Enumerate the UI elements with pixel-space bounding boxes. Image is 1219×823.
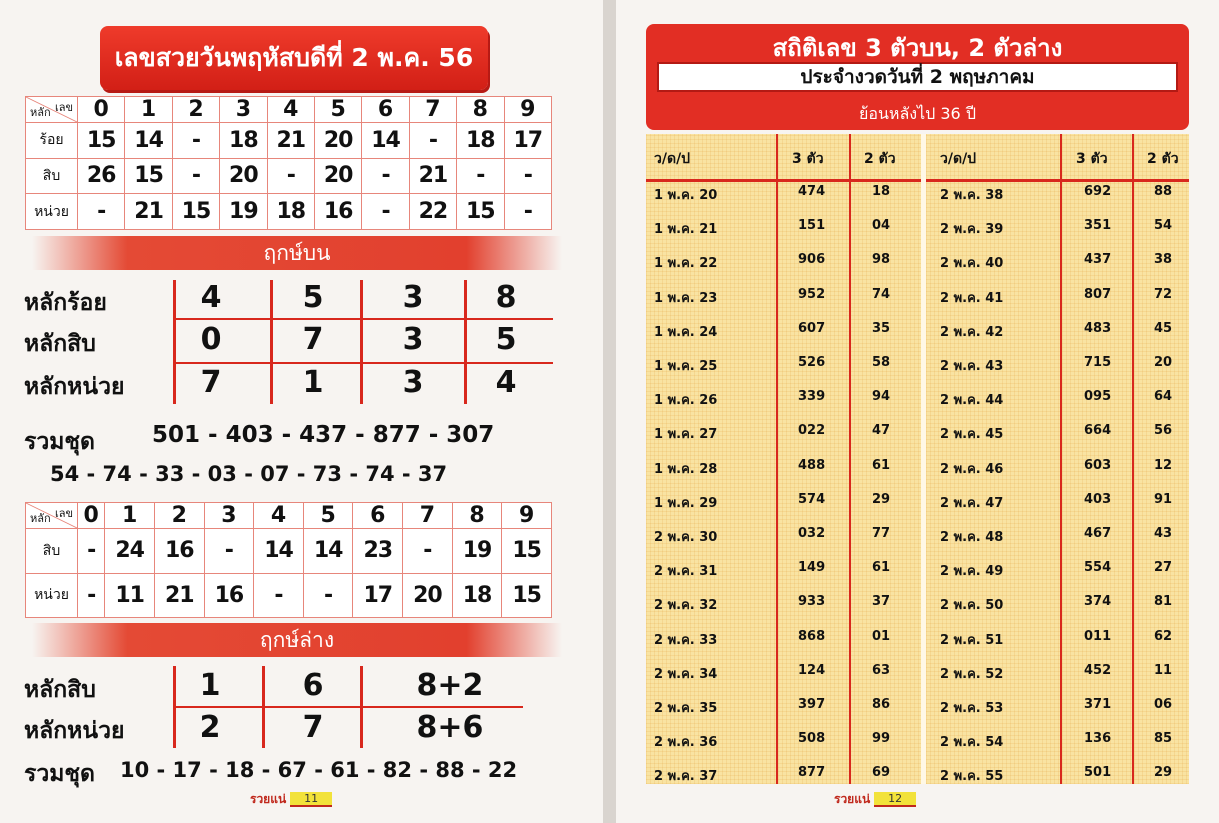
grid-row-label: หลักหน่วย: [24, 374, 125, 400]
three-digit-cell: 603: [1084, 457, 1112, 473]
table-cell: 22: [409, 194, 456, 230]
table-cell: -: [254, 573, 304, 618]
table-cell: -: [204, 529, 254, 574]
table-cell: 21: [154, 573, 204, 618]
table-cell: 15: [125, 158, 172, 194]
three-digit-cell: 607: [798, 320, 826, 336]
table-cell: 19: [452, 529, 502, 574]
draw-date-cell: 2 พ.ค. 33: [654, 632, 718, 648]
draw-date-cell: 2 พ.ค. 42: [940, 324, 1004, 340]
grid-number: 7: [200, 365, 222, 400]
sum-label: รวมชุด: [24, 429, 95, 455]
table-cell: -: [267, 158, 314, 194]
table-cell: -: [78, 194, 125, 230]
column-header: 2 ตัว: [864, 151, 896, 167]
grid-number: 5: [302, 280, 324, 315]
draw-date-cell: 2 พ.ค. 43: [940, 359, 1004, 374]
two-digit-cell: 91: [1154, 491, 1173, 507]
digit-header: 6: [353, 503, 403, 529]
digit-header: 0: [78, 503, 105, 529]
table-cell: 23: [353, 529, 403, 574]
draw-date-cell: 2 พ.ค. 52: [940, 666, 1004, 682]
three-digit-cell: 483: [1084, 320, 1112, 336]
two-digit-cell: 06: [1154, 697, 1173, 712]
sum-label: รวมชุด: [24, 761, 95, 787]
row-label: หน่วย: [26, 194, 78, 230]
two-digit-cell: 94: [872, 389, 891, 405]
digit-header: 2: [154, 503, 204, 529]
digit-header: 6: [362, 97, 409, 123]
table-cell: -: [78, 573, 105, 618]
draw-date-cell: 2 พ.ค. 45: [940, 427, 1004, 443]
table-cell: 15: [457, 194, 504, 230]
two-digit-cell: 47: [872, 423, 891, 439]
table-cell: -: [409, 123, 456, 159]
table-cell: 18: [452, 573, 502, 618]
upper-auspicious-band: ฤกษ์บน: [32, 236, 562, 270]
draw-date-cell: 2 พ.ค. 50: [940, 598, 1004, 614]
column-divider: [1132, 134, 1134, 784]
grid-divider: [173, 280, 176, 404]
digit-header: 3: [204, 503, 254, 529]
table-row: [26, 158, 552, 194]
table-cell: 26: [78, 158, 125, 194]
statistics-table: [646, 134, 1189, 784]
three-digit-cell: 692: [1084, 184, 1112, 199]
three-digit-cell: 664: [1084, 423, 1112, 439]
table-header-row: [26, 97, 552, 123]
three-digit-cell: 022: [798, 423, 826, 439]
grid-number: 7: [302, 710, 324, 745]
table-corner-cell: [26, 97, 78, 123]
sum-line: 10 - 17 - 18 - 67 - 61 - 82 - 88 - 22: [120, 758, 518, 782]
table-cell: -: [172, 123, 219, 159]
three-digit-cell: 452: [1084, 662, 1112, 678]
digit-header: 7: [409, 97, 456, 123]
two-digit-cell: 04: [872, 218, 891, 234]
grid-number: 8+2: [416, 668, 484, 703]
draw-date-cell: 2 พ.ค. 38: [940, 188, 1004, 203]
two-digit-cell: 88: [1154, 184, 1173, 199]
grid-number: 8+6: [416, 710, 484, 745]
two-digit-cell: 62: [1154, 628, 1173, 644]
two-digit-cell: 01: [872, 628, 891, 644]
table-cell: 21: [409, 158, 456, 194]
corner-digit-label: เลข: [54, 507, 73, 520]
grid-row-label: หลักสิบ: [24, 677, 96, 703]
grid-number: 3: [402, 322, 424, 357]
grid-divider: [173, 362, 553, 364]
column-divider: [849, 134, 851, 784]
digit-header: 5: [314, 97, 361, 123]
table-cell: 15: [78, 123, 125, 159]
two-digit-cell: 98: [872, 252, 891, 268]
two-digit-cell: 12: [1154, 457, 1173, 473]
column-header: 2 ตัว: [1147, 151, 1179, 167]
row-label: สิบ: [26, 158, 78, 194]
table-cell: 18: [457, 123, 504, 159]
table-row: [26, 529, 552, 574]
draw-date-cell: 1 พ.ค. 29: [654, 495, 718, 511]
table-row: [26, 194, 552, 230]
draw-date-cell: 2 พ.ค. 53: [940, 701, 1004, 716]
draw-date-cell: 2 พ.ค. 54: [940, 735, 1004, 751]
table-row: [26, 573, 552, 618]
draw-date-cell: 2 พ.ค. 46: [940, 461, 1004, 477]
three-digit-cell: 351: [1084, 218, 1112, 234]
grid-row-label: หลักสิบ: [24, 331, 96, 357]
table-cell: 17: [353, 573, 403, 618]
draw-date-cell: 2 พ.ค. 37: [654, 769, 718, 785]
table-cell: 21: [125, 194, 172, 230]
table-cell: 14: [125, 123, 172, 159]
draw-date-cell: 1 พ.ค. 21: [654, 222, 718, 238]
lower-auspicious-band: ฤกษ์ล่าง: [32, 623, 562, 657]
grid-divider: [173, 706, 523, 708]
grid-row-label: หลักหน่วย: [24, 718, 125, 744]
three-digit-cell: 906: [798, 252, 826, 268]
grid-number: 8: [495, 280, 517, 315]
corner-position-label: หลัก: [30, 106, 51, 119]
two-digit-cell: 29: [1154, 765, 1173, 781]
table-cell: 16: [204, 573, 254, 618]
grid-number: 7: [302, 322, 324, 357]
three-digit-cell: 474: [798, 184, 826, 199]
draw-date-cell: 2 พ.ค. 32: [654, 598, 718, 614]
digit-frequency-table-upper: [25, 96, 552, 230]
digit-header: 5: [303, 503, 353, 529]
two-digit-cell: 43: [1154, 526, 1173, 541]
corner-digit-label: เลข: [54, 101, 73, 114]
two-digit-cell: 61: [872, 457, 891, 473]
digit-frequency-table-lower: [25, 502, 552, 618]
column-header: 3 ตัว: [1076, 151, 1108, 167]
sum-line: 501 - 403 - 437 - 877 - 307: [152, 422, 495, 448]
two-digit-cell: 35: [872, 320, 891, 336]
column-header: ว/ด/ป: [940, 151, 977, 167]
grid-row-label: หลักร้อย: [24, 290, 107, 316]
right-page-subtitle: ประจำงวดวันที่ 2 พฤษภาคม: [657, 62, 1178, 92]
right-page: [616, 0, 1219, 823]
page-footer: [250, 790, 332, 809]
two-digit-cell: 18: [872, 184, 891, 199]
table-cell: 20: [403, 573, 453, 618]
three-digit-cell: 526: [798, 355, 826, 370]
two-digit-cell: 58: [872, 355, 891, 370]
draw-date-cell: 2 พ.ค. 44: [940, 393, 1004, 409]
draw-date-cell: 2 พ.ค. 34: [654, 666, 718, 682]
column-divider: [776, 134, 778, 784]
table-cell: 15: [502, 573, 552, 618]
table-cell: -: [172, 158, 219, 194]
two-digit-cell: 77: [872, 526, 891, 541]
sum-line: 54 - 74 - 33 - 03 - 07 - 73 - 74 - 37: [50, 462, 448, 486]
footer-label: รวยแน่: [250, 792, 287, 806]
digit-header: 4: [267, 97, 314, 123]
three-digit-cell: 136: [1084, 731, 1112, 747]
grid-divider: [173, 318, 553, 320]
grid-number: 1: [302, 365, 324, 400]
three-digit-cell: 715: [1084, 355, 1112, 370]
draw-date-cell: 2 พ.ค. 36: [654, 735, 718, 751]
two-digit-cell: 74: [872, 286, 891, 302]
draw-date-cell: 2 พ.ค. 31: [654, 564, 718, 580]
two-digit-cell: 37: [872, 594, 891, 610]
table-cell: -: [362, 158, 409, 194]
three-digit-cell: 095: [1084, 389, 1112, 405]
grid-number: 3: [402, 280, 424, 315]
table-corner-cell: [26, 503, 78, 529]
right-page-title: สถิติเลข 3 ตัวบน, 2 ตัวล่าง: [772, 34, 1063, 62]
column-divider: [921, 134, 926, 784]
grid-number: 5: [495, 322, 517, 357]
digit-header: 0: [78, 97, 125, 123]
grid-divider: [464, 280, 467, 404]
table-cell: -: [504, 158, 551, 194]
two-digit-cell: 69: [872, 765, 891, 781]
digit-header: 9: [504, 97, 551, 123]
three-digit-cell: 032: [798, 526, 826, 541]
table-cell: 21: [267, 123, 314, 159]
digit-header: 2: [172, 97, 219, 123]
table-cell: 20: [220, 158, 267, 194]
left-page: [0, 0, 603, 823]
two-digit-cell: 85: [1154, 731, 1173, 747]
two-digit-cell: 61: [872, 560, 891, 576]
three-digit-cell: 339: [798, 389, 826, 405]
table-header-row: [26, 503, 552, 529]
grid-number: 1: [199, 668, 221, 703]
draw-date-cell: 1 พ.ค. 23: [654, 290, 718, 306]
draw-date-cell: 1 พ.ค. 20: [654, 188, 718, 203]
three-digit-cell: 397: [798, 697, 826, 712]
two-digit-cell: 11: [1154, 662, 1173, 678]
page-number: 12: [874, 792, 916, 807]
page-gutter: [603, 0, 616, 823]
draw-date-cell: 1 พ.ค. 22: [654, 256, 718, 272]
two-digit-cell: 20: [1154, 355, 1173, 370]
grid-number: 0: [200, 322, 222, 357]
two-digit-cell: 54: [1154, 218, 1173, 234]
two-digit-cell: 29: [872, 491, 891, 507]
grid-number: 4: [200, 280, 222, 315]
table-cell: -: [457, 158, 504, 194]
table-cell: -: [403, 529, 453, 574]
three-digit-cell: 011: [1084, 628, 1112, 644]
three-digit-cell: 151: [798, 218, 826, 234]
table-cell: 11: [105, 573, 155, 618]
digit-header: 7: [403, 503, 453, 529]
table-cell: 14: [362, 123, 409, 159]
two-digit-cell: 38: [1154, 252, 1173, 268]
draw-date-cell: 1 พ.ค. 28: [654, 461, 718, 477]
draw-date-cell: 2 พ.ค. 55: [940, 769, 1004, 785]
column-header: ว/ด/ป: [654, 151, 691, 167]
two-digit-cell: 45: [1154, 320, 1173, 336]
grid-number: 3: [402, 365, 424, 400]
draw-date-cell: 2 พ.ค. 39: [940, 222, 1004, 238]
three-digit-cell: 807: [1084, 286, 1112, 302]
row-label: หน่วย: [26, 573, 78, 618]
three-digit-cell: 508: [798, 731, 826, 747]
draw-date-cell: 2 พ.ค. 49: [940, 564, 1004, 580]
table-cell: 16: [314, 194, 361, 230]
digit-header: 4: [254, 503, 304, 529]
draw-date-cell: 2 พ.ค. 51: [940, 632, 1004, 648]
left-page-title: เลขสวยวันพฤหัสบดีที่ 2 พ.ค. 56: [100, 26, 488, 90]
three-digit-cell: 574: [798, 491, 826, 507]
draw-date-cell: 2 พ.ค. 48: [940, 530, 1004, 545]
three-digit-cell: 149: [798, 560, 826, 576]
two-digit-cell: 27: [1154, 560, 1173, 576]
table-cell: 24: [105, 529, 155, 574]
three-digit-cell: 554: [1084, 560, 1112, 576]
page-number: 11: [290, 792, 332, 807]
two-digit-cell: 86: [872, 697, 891, 712]
three-digit-cell: 124: [798, 662, 826, 678]
two-digit-cell: 56: [1154, 423, 1173, 439]
table-cell: 20: [314, 123, 361, 159]
digit-header: 9: [502, 503, 552, 529]
row-label: ร้อย: [26, 123, 78, 159]
table-cell: 15: [172, 194, 219, 230]
draw-date-cell: 1 พ.ค. 26: [654, 393, 718, 409]
draw-date-cell: 1 พ.ค. 25: [654, 359, 718, 374]
table-cell: -: [362, 194, 409, 230]
draw-date-cell: 2 พ.ค. 40: [940, 256, 1004, 272]
two-digit-cell: 72: [1154, 286, 1173, 302]
table-row: [26, 123, 552, 159]
grid-number: 2: [199, 710, 221, 745]
row-label: สิบ: [26, 529, 78, 574]
table-cell: -: [303, 573, 353, 618]
three-digit-cell: 868: [798, 628, 826, 644]
corner-position-label: หลัก: [30, 512, 51, 525]
three-digit-cell: 877: [798, 765, 826, 781]
table-cell: -: [504, 194, 551, 230]
grid-number: 6: [302, 668, 324, 703]
three-digit-cell: 501: [1084, 765, 1112, 781]
footer-label: รวยแน่: [834, 792, 871, 806]
table-cell: 17: [504, 123, 551, 159]
three-digit-cell: 933: [798, 594, 826, 610]
grid-number: 4: [495, 365, 517, 400]
three-digit-cell: 467: [1084, 526, 1112, 541]
column-divider: [1060, 134, 1062, 784]
two-digit-cell: 99: [872, 731, 891, 747]
digit-header: 8: [457, 97, 504, 123]
two-digit-cell: 64: [1154, 389, 1173, 405]
table-cell: 14: [254, 529, 304, 574]
digit-header: 1: [125, 97, 172, 123]
two-digit-cell: 81: [1154, 594, 1173, 610]
draw-date-cell: 2 พ.ค. 30: [654, 530, 718, 545]
digit-header: 8: [452, 503, 502, 529]
draw-date-cell: 1 พ.ค. 27: [654, 427, 718, 443]
table-cell: 15: [502, 529, 552, 574]
draw-date-cell: 1 พ.ค. 24: [654, 324, 718, 340]
three-digit-cell: 437: [1084, 252, 1112, 268]
table-cell: 19: [220, 194, 267, 230]
page-footer: [834, 790, 916, 809]
three-digit-cell: 371: [1084, 697, 1112, 712]
right-page-header: [646, 24, 1189, 130]
header-divider: [646, 179, 1189, 182]
table-cell: 18: [267, 194, 314, 230]
three-digit-cell: 488: [798, 457, 826, 473]
two-digit-cell: 63: [872, 662, 891, 678]
table-cell: 16: [154, 529, 204, 574]
digit-header: 1: [105, 503, 155, 529]
digit-header: 3: [220, 97, 267, 123]
table-cell: 14: [303, 529, 353, 574]
three-digit-cell: 403: [1084, 491, 1112, 507]
table-cell: 18: [220, 123, 267, 159]
three-digit-cell: 952: [798, 286, 826, 302]
draw-date-cell: 2 พ.ค. 41: [940, 290, 1004, 306]
draw-date-cell: 2 พ.ค. 35: [654, 701, 718, 716]
three-digit-cell: 374: [1084, 594, 1112, 610]
right-page-subtitle-2: ย้อนหลังไป 36 ปี: [859, 104, 976, 123]
grid-divider: [270, 280, 273, 404]
draw-date-cell: 2 พ.ค. 47: [940, 495, 1004, 511]
column-header: 3 ตัว: [792, 151, 824, 167]
table-cell: -: [78, 529, 105, 574]
table-cell: 20: [314, 158, 361, 194]
grid-divider: [360, 280, 363, 404]
